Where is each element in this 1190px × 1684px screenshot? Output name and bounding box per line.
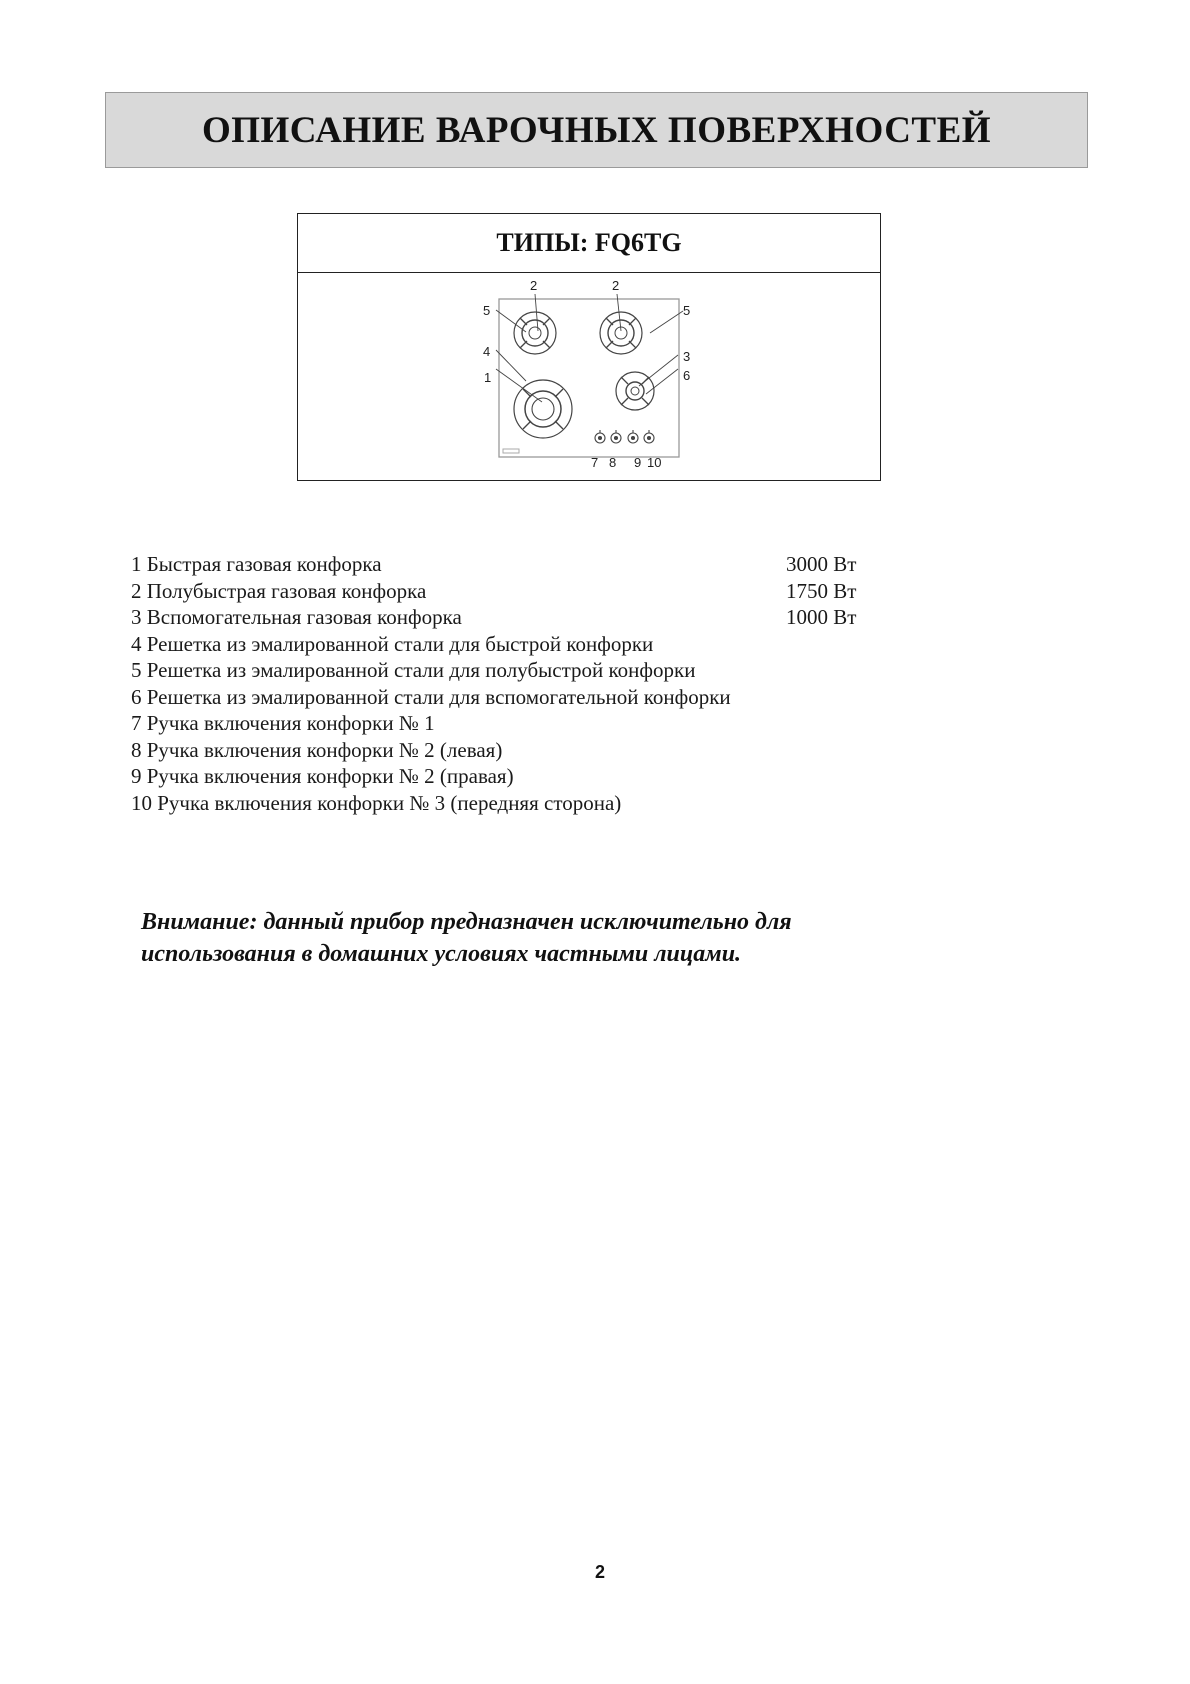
callout-1: 1 bbox=[484, 370, 492, 385]
callout-8: 8 bbox=[609, 455, 617, 470]
callout-6: 6 bbox=[683, 368, 691, 383]
warning-note bbox=[141, 906, 1021, 970]
warning-line-1: Внимание: данный прибор предназначен исключительно для bbox=[141, 909, 792, 935]
burner-auxiliary bbox=[616, 372, 654, 410]
title-banner bbox=[105, 92, 1088, 168]
leader-lines bbox=[496, 294, 683, 402]
spec-item-9 bbox=[131, 763, 891, 790]
hob-badge bbox=[503, 449, 519, 453]
spec-item-8 bbox=[131, 737, 891, 764]
spec-item-1 bbox=[131, 551, 891, 578]
knob-2 bbox=[611, 430, 621, 443]
spec-text: 8 Ручка включения конфорки № 2 (левая) bbox=[131, 737, 503, 762]
spec-item-4 bbox=[131, 631, 891, 658]
spec-text: 6 Решетка из эмалированной стали для вспомогательной конфорки bbox=[131, 684, 731, 709]
knob-1 bbox=[595, 430, 605, 443]
spec-power: 1750 Вт bbox=[786, 578, 857, 603]
spec-text: 1 Быстрая газовая конфорка bbox=[131, 552, 382, 576]
spec-text: 10 Ручка включения конфорки № 3 (передняя сторона) bbox=[131, 790, 622, 815]
spec-item-10 bbox=[131, 790, 891, 817]
knob-3 bbox=[628, 430, 638, 443]
burner-semi-rapid-left bbox=[514, 312, 556, 354]
spec-text: 4 Решетка из эмалированной стали для быстрой конфорки bbox=[131, 631, 654, 656]
callout-10: 10 bbox=[647, 455, 662, 470]
callout-9: 9 bbox=[634, 455, 642, 470]
types-header: ТИПЫ: FQ6TG bbox=[298, 214, 880, 273]
callout-2-left: 2 bbox=[530, 278, 538, 293]
knob-4 bbox=[644, 430, 654, 443]
burner-semi-rapid-right bbox=[600, 312, 642, 354]
spec-item-3 bbox=[131, 604, 891, 631]
spec-list bbox=[131, 551, 891, 816]
spec-text: 5 Решетка из эмалированной стали для полубыстрой конфорки bbox=[131, 658, 696, 682]
callout-5-left: 5 bbox=[483, 303, 491, 318]
page-title: ОПИСАНИЕ ВАРОЧНЫХ ПОВЕРХНОСТЕЙ bbox=[201, 109, 992, 151]
callout-7: 7 bbox=[591, 455, 599, 470]
spec-item-2 bbox=[131, 578, 891, 605]
callout-2-right: 2 bbox=[612, 278, 620, 293]
spec-item-7 bbox=[131, 710, 891, 737]
callout-3: 3 bbox=[683, 349, 691, 364]
spec-text: 7 Ручка включения конфорки № 1 bbox=[131, 711, 435, 735]
hob-diagram bbox=[298, 273, 879, 479]
spec-item-6 bbox=[131, 684, 891, 711]
spec-text: 2 Полубыстрая газовая конфорка bbox=[131, 578, 427, 603]
page-number: 2 bbox=[594, 1562, 605, 1582]
types-box bbox=[297, 213, 881, 481]
callout-4: 4 bbox=[483, 344, 491, 359]
spec-power: 1000 Вт bbox=[786, 605, 857, 629]
spec-text: 9 Ручка включения конфорки № 2 (правая) bbox=[131, 764, 514, 788]
spec-text: 3 Вспомогательная газовая конфорка bbox=[131, 605, 462, 629]
control-knobs bbox=[595, 430, 654, 443]
callout-5-right: 5 bbox=[683, 303, 691, 318]
warning-line-2: использования в домашних условиях частными лицами. bbox=[141, 941, 742, 967]
spec-item-5 bbox=[131, 657, 891, 684]
spec-power: 3000 Вт bbox=[786, 552, 857, 576]
